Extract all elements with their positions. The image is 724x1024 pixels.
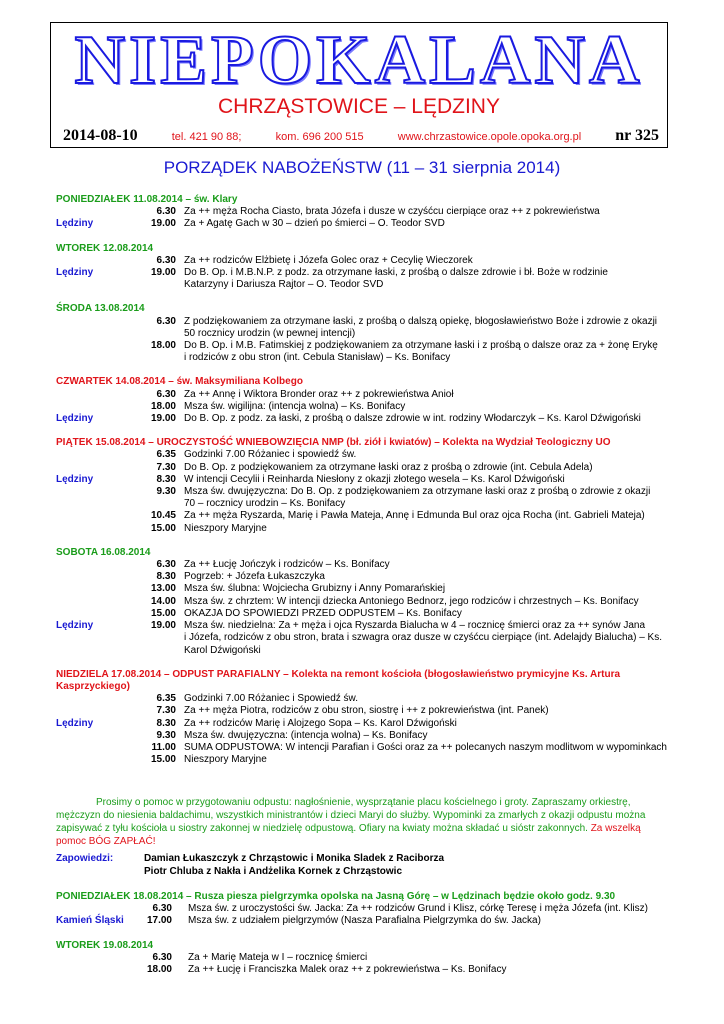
entry-place (56, 255, 112, 267)
entry-place (56, 571, 112, 583)
entry-place (56, 449, 112, 461)
day-heading: PONIEDZIAŁEK 18.08.2014 – Rusza piesza pielgrzymka opolska na Jasną Górę – w Lędzinach będzie około godz. 9.30 (56, 891, 616, 902)
entry-text: Za ++ rodziców Marię i Alojzego Sopa – Ks. Karol Dźwigoński (184, 717, 457, 729)
entry-time: 19.00 (150, 267, 176, 279)
entry-time (112, 645, 184, 657)
entry-text: Msza św. dwujęzyczna: (intencja wolna) – Ks. Bonifacy (184, 729, 428, 741)
entry-place (56, 596, 112, 608)
entry-place (56, 705, 112, 717)
entry-time: 6.30 (156, 206, 176, 218)
appeal-text: Prosimy o pomoc w przygotowaniu odpustu: nagłośnienie, wysprzątanie placu kościelnego i groty. Zapraszamy orkiestrę, mężczyzn do niesienia baldachimu, wszystkich ministrantów i dzieci Maryi do służby. Wypominki za zmarłych z okazji odpustu można zapisywać z tyłu kościoła u siostry zakonnej w niedzielę odpustową. Ofiary na kwiaty można składać u sióstr zakonnych. (56, 797, 646, 834)
entry-place: Lędziny (56, 620, 94, 632)
entry-time: 6.30 (156, 315, 176, 327)
entry-time: 11.00 (151, 741, 176, 753)
entry-text: Do B. Op. i M.B. Fatimskiej z podziękowaniem za otrzymane łaski i z prośbą o dalsze oraz za + żonę Erykę (184, 340, 658, 352)
banns-label: Zapowiedzi: (56, 853, 114, 864)
entry-place (56, 328, 112, 340)
entry-place: Lędziny (56, 473, 94, 485)
entry-time: 6.30 (152, 903, 172, 915)
banns-line-1: Damian Łukaszczyk z Chrząstowic i Monika Sladek z Raciborza (144, 853, 445, 864)
entry-place (56, 523, 112, 535)
page-title: PORZĄDEK NABOŻEŃSTW (11 – 31 sierpnia 2014) (163, 158, 561, 177)
banns-line-2: Piotr Chluba z Nakła i Andżelika Kornek z Chrząstowic (144, 866, 403, 877)
entry-time: 13.00 (150, 583, 176, 595)
entry-text: SUMA ODPUSTOWA: W intencji Parafian i Gości oraz za ++ polecanych naszym modlitwom w wypominkach (184, 741, 667, 753)
schedule-list (56, 194, 676, 766)
mass-entry (56, 401, 676, 413)
parish-name: CHRZĄSTOWICE – LĘDZINY (218, 95, 500, 118)
entry-text: Msza św. ślubna: Wojciecha Grubizny i Anny Pomarańskiej (184, 583, 446, 595)
entry-time: 8.30 (156, 571, 176, 583)
mass-entry (56, 915, 676, 927)
entry-place (56, 401, 112, 413)
entry-text: Do B. Op. z podz. za łaski, z prośbą o dalsze zdrowie w int. rodziny Włodarczyk – Ks. Karol Dźwigoński (184, 413, 641, 425)
entry-time: 6.35 (156, 449, 176, 461)
entry-text: Msza św. niedzielna: Za + męża i ojca Ryszarda Bialucha w 4 – rocznicę śmierci oraz za ++ synów Jana (184, 620, 646, 632)
day-heading: NIEDZIELA 17.08.2014 – ODPUST PARAFIALNY – Kolekta na remont kościoła (błogosławieństwo prymicyjne Ks. Artura Kasprzyckiego) (56, 668, 621, 692)
entry-time: 14.00 (150, 595, 176, 607)
entry-text: Do B. Op. i M.B.N.P. z podz. za otrzymane łaski, z prośbą o dalsze zdrowie i bł. Boże w rodzinie (184, 267, 608, 279)
entry-place (56, 462, 112, 474)
entry-time (112, 328, 184, 340)
issue-number: nr 325 (615, 127, 659, 144)
entry-text: Godzinki 7.00 Różaniec i spowiedź św. (184, 449, 357, 461)
entry-text: Karol Dźwigoński (184, 644, 261, 656)
entry-place (56, 316, 112, 328)
mass-entry (56, 413, 676, 425)
entry-place (56, 742, 112, 754)
entry-place (56, 754, 112, 766)
mass-entry (56, 218, 676, 230)
mass-entry (56, 510, 676, 522)
mass-entry (56, 705, 676, 717)
entry-time: 6.30 (156, 388, 176, 400)
day-heading: PONIEDZIAŁEK 11.08.2014 – św. Klary (56, 194, 238, 205)
entry-text: Do B. Op. z podziękowaniem za otrzymane łaski oraz z prośbą o zdrowie (int. Cebula Adela) (184, 461, 593, 473)
entry-time: Kamień Śląski 17.00 (56, 915, 172, 927)
appeal-thanks: Za wszelką pomoc BÓG ZAPŁAĆ! (56, 823, 641, 847)
entry-text: Msza św. wigilijna: (intencja wolna) – Ks. Bonifacy (184, 400, 406, 412)
mass-entry (56, 693, 676, 705)
mass-entry (56, 206, 676, 218)
header-info-line (63, 127, 659, 147)
mass-entry (56, 571, 676, 583)
entry-time: 6.35 (156, 693, 176, 705)
entry-place: Lędziny (56, 267, 94, 279)
mass-entry (56, 340, 676, 352)
mass-entry (56, 730, 676, 742)
entry-time: 9.30 (156, 729, 176, 741)
entry-time (112, 352, 184, 364)
entry-text: Za ++ Łucję i Franciszka Malek oraz ++ z pokrewieństwa – Ks. Bonifacy (188, 964, 507, 976)
entry-time: 19.00 (150, 218, 176, 230)
entry-time: 15.00 (150, 522, 176, 534)
mass-entry (56, 559, 676, 571)
entry-text: Nieszpory Maryjne (184, 522, 267, 534)
day-heading: WTOREK 12.08.2014 (56, 242, 154, 254)
mobile: kom. 696 200 515 (275, 131, 364, 143)
mass-entry (56, 964, 676, 976)
day-heading: WTOREK 19.08.2014 (56, 939, 154, 951)
mass-entry (56, 328, 676, 340)
entry-text: Msza św. z chrztem: W intencji dziecka Antoniego Bednorz, jego rodziców i chrzestnych – Ks. Bonifacy (184, 595, 639, 607)
entry-text: Za + Agatę Gach w 30 – dzień po śmierci – O. Teodor SVD (184, 218, 445, 230)
entry-place (56, 645, 112, 657)
phone: tel. 421 90 88; (171, 131, 242, 143)
entry-place (56, 559, 112, 571)
entry-text: Katarzyny i Dariusza Rajtor – O. Teodor SVD (184, 279, 384, 291)
mass-entry (56, 316, 676, 328)
entry-place (56, 389, 112, 401)
entry-text: Za ++ rodziców Elżbietę i Józefa Golec oraz + Cecylię Wieczorek (184, 254, 473, 266)
mass-entry (56, 596, 676, 608)
entry-place: Lędziny (56, 717, 94, 729)
day-heading: CZWARTEK 14.08.2014 – św. Maksymiliana Kolbego (56, 376, 303, 388)
entry-time: 18.00 (150, 400, 176, 412)
entry-text: Za ++ Łucję Jończyk i rodziców – Ks. Bonifacy (184, 559, 390, 571)
entry-time: 7.30 (156, 461, 176, 473)
entry-time: 19.00 (150, 413, 176, 425)
entry-time (112, 498, 184, 510)
mass-entry (56, 718, 676, 730)
appeal-paragraph (56, 796, 668, 848)
entry-time: 8.30 (156, 717, 176, 729)
entry-time: 9.30 (156, 486, 176, 498)
entry-place (56, 510, 112, 522)
mass-entry (56, 486, 676, 498)
mass-entry (56, 279, 676, 291)
mass-entry (56, 754, 676, 766)
entry-time: 18.00 (150, 340, 176, 352)
entry-text: Pogrzeb: + Józefa Łukaszczyka (184, 571, 325, 583)
issue-date: 2014-08-10 (63, 127, 138, 144)
entry-time: 19.00 (150, 620, 176, 632)
entry-text: W intencji Cecylii i Reinharda Niesłony z okazji złotego wesela – Ks. Karol Dźwigoński (184, 473, 565, 485)
entry-time: 18.00 (146, 964, 172, 976)
entry-text: Msza św. dwujęzyczna: Do B. Op. z podziękowaniem za otrzymane łaski oraz z prośbą o zdrowie z okazji (184, 486, 651, 498)
masthead-title: NIEPOKALANA (74, 22, 644, 99)
entry-place (56, 486, 112, 498)
mass-entry (56, 255, 676, 267)
entry-text: 50 rocznicy urodzin (w pewnej intencji) (184, 327, 356, 339)
entry-place (56, 693, 112, 705)
entry-place (56, 608, 112, 620)
entry-text: Msza św. z uroczystości św. Jacka: Za ++ rodziców Grund i Klisz, córkę Teresę i męża Józefa (int. Klisz) (188, 903, 648, 915)
entry-text: Godzinki 7.00 Różaniec i Spowiedź św. (184, 693, 358, 705)
entry-time: 7.30 (156, 705, 176, 717)
mass-entry (56, 632, 676, 644)
mass-entry (56, 462, 676, 474)
entry-time: 10.45 (150, 510, 176, 522)
entry-place (56, 730, 112, 742)
entry-text: Za ++ męża Ryszarda, Marię i Pawła Mateja, Annę i Edmunda Bul oraz ojca Rocha (int. Gabrieli Mateja) (184, 510, 645, 522)
entry-place: Lędziny (56, 413, 94, 425)
entry-time: 15.00 (150, 607, 176, 619)
entry-time: 6.30 (156, 254, 176, 266)
mass-entry (56, 449, 676, 461)
day-heading: ŚRODA 13.08.2014 (56, 303, 145, 315)
entry-time (112, 632, 184, 644)
header-frame (50, 22, 668, 148)
entry-text: i rodziców z obu stron (int. Cebula Stanisław) – Ks. Bonifacy (184, 352, 451, 364)
entry-place (56, 352, 112, 364)
website-link[interactable]: www.chrzastowice.opole.opoka.org.pl (397, 131, 582, 143)
entry-place (56, 632, 112, 644)
entry-text: Msza św. z udziałem pielgrzymów (Nasza Parafialna Pielgrzymka do św. Jacka) (188, 915, 541, 927)
banns (56, 852, 668, 878)
entry-text: Nieszpory Maryjne (184, 754, 267, 766)
mass-entry (56, 352, 676, 364)
mass-entry (56, 389, 676, 401)
entry-place (56, 583, 112, 595)
entry-text: OKAZJA DO SPOWIEDZI PRZED ODPUSTEM – Ks. Bonifacy (184, 607, 462, 619)
entry-text: Za + Marię Mateja w I – rocznicę śmierci (188, 951, 368, 963)
mass-entry (56, 523, 676, 535)
entry-time: 8.30 (156, 473, 176, 485)
mass-entry (56, 267, 676, 279)
mass-entry (56, 645, 676, 657)
schedule-list-2 (56, 891, 676, 976)
entry-place: Lędziny (56, 218, 94, 230)
entry-text: Za ++ Annę i Wiktora Bronder oraz ++ z pokrewieństwa Anioł (184, 388, 454, 400)
entry-time (112, 279, 184, 291)
mass-entry (56, 952, 676, 964)
entry-place (56, 340, 112, 352)
entry-place (56, 498, 112, 510)
entry-text: Z podziękowaniem za otrzymane łaski, z prośbą o dalszą opiekę, błogosławieństwo Boże i zdrowie z okazji (184, 315, 658, 327)
entry-time: 15.00 (150, 754, 176, 766)
mass-entry (56, 903, 676, 915)
mass-entry (56, 583, 676, 595)
mass-entry (56, 474, 676, 486)
entry-time: 6.30 (152, 951, 172, 963)
entry-place (56, 279, 112, 291)
entry-text: 70 – rocznicy urodzin – Ks. Bonifacy (184, 498, 346, 510)
entry-text: Za ++ męża Piotra, rodziców z obu stron, siostrę i ++ z pokrewieństwa (int. Panek) (184, 705, 549, 717)
entry-text: i Józefa, rodziców z obu stron, brata i szwagra oraz dusze w czyśćcu cierpiące (int. Adelajdy Bialucha) – Ks. (184, 632, 662, 644)
mass-entry (56, 742, 676, 754)
mass-entry (56, 498, 676, 510)
day-heading: PIĄTEK 15.08.2014 – UROCZYSTOŚĆ WNIEBOWZIĘCIA NMP (bł. ziół i kwiatów) – Kolekta na Wydział Teologiczny UO (56, 437, 611, 449)
entry-time: 6.30 (156, 559, 176, 571)
day-heading: SOBOTA 16.08.2014 (56, 546, 151, 558)
mass-entry (56, 608, 676, 620)
entry-place (56, 206, 112, 218)
mass-entry (56, 620, 676, 632)
entry-text: Za ++ męża Rocha Ciasto, brata Józefa i dusze w czyśćcu cierpiące oraz ++ z pokrewieństwa (184, 206, 600, 218)
